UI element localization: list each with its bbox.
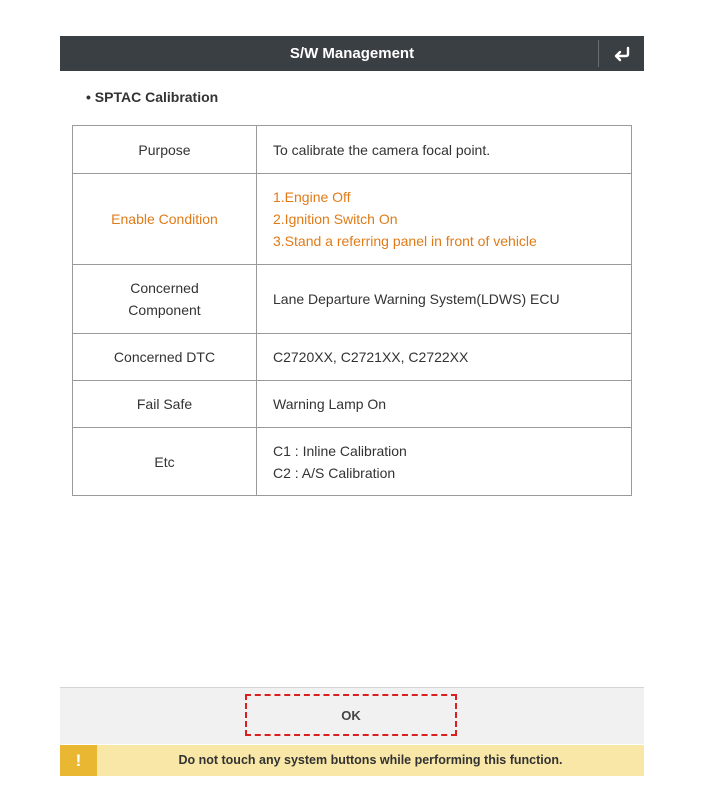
table-row (73, 334, 632, 381)
table-row (73, 428, 632, 496)
row-value (257, 334, 632, 381)
table-row (73, 174, 632, 265)
row-value-text: 3.Stand a referring panel in front of vehicle (273, 233, 537, 249)
row-value-text: C1 : Inline Calibration (273, 442, 407, 459)
row-value (257, 174, 632, 265)
ok-button[interactable]: OK (245, 694, 457, 736)
row-label-text: Etc (154, 453, 175, 470)
row-value (257, 428, 632, 496)
row-value (257, 381, 632, 428)
info-table (72, 125, 632, 496)
title-bar (60, 36, 644, 71)
row-value (257, 265, 632, 334)
row-value (257, 126, 632, 174)
row-value-text: Lane Departure Warning System(LDWS) ECU (273, 291, 560, 307)
row-label (73, 334, 257, 381)
table-row (73, 381, 632, 428)
row-label (73, 428, 257, 496)
table-row (73, 126, 632, 174)
row-label-text: Concerned DTC (113, 349, 216, 365)
row-value-text: 1.Engine Off (273, 189, 351, 205)
table-row (73, 265, 632, 334)
row-label-text: Component (128, 302, 201, 318)
page-title: S/W Management (289, 45, 415, 62)
row-value-text: 2.Ignition Switch On (273, 211, 398, 227)
row-value-text: C2 : A/S Calibration (273, 464, 396, 481)
warning-banner (60, 745, 644, 776)
row-value-text: C2720XX, C2721XX, C2722XX (273, 349, 469, 365)
row-value-text: To calibrate the camera focal point. (273, 141, 491, 158)
warning-icon-box (60, 745, 97, 776)
row-value-text: Warning Lamp On (273, 396, 387, 412)
row-label (73, 174, 257, 265)
row-label-text: Concerned (130, 280, 199, 296)
return-arrow-icon (613, 46, 631, 62)
section-title: • SPTAC Calibration (86, 89, 219, 105)
row-label-text: Purpose (138, 141, 191, 158)
row-label-text: Enable Condition (111, 211, 218, 227)
row-label-text: Fail Safe (136, 396, 193, 412)
row-label (73, 126, 257, 174)
warning-icon: ! (75, 750, 82, 770)
warning-text: Do not touch any system buttons while performing this function. (178, 753, 563, 767)
back-button[interactable] (599, 36, 644, 71)
row-label (73, 381, 257, 428)
row-label (73, 265, 257, 334)
